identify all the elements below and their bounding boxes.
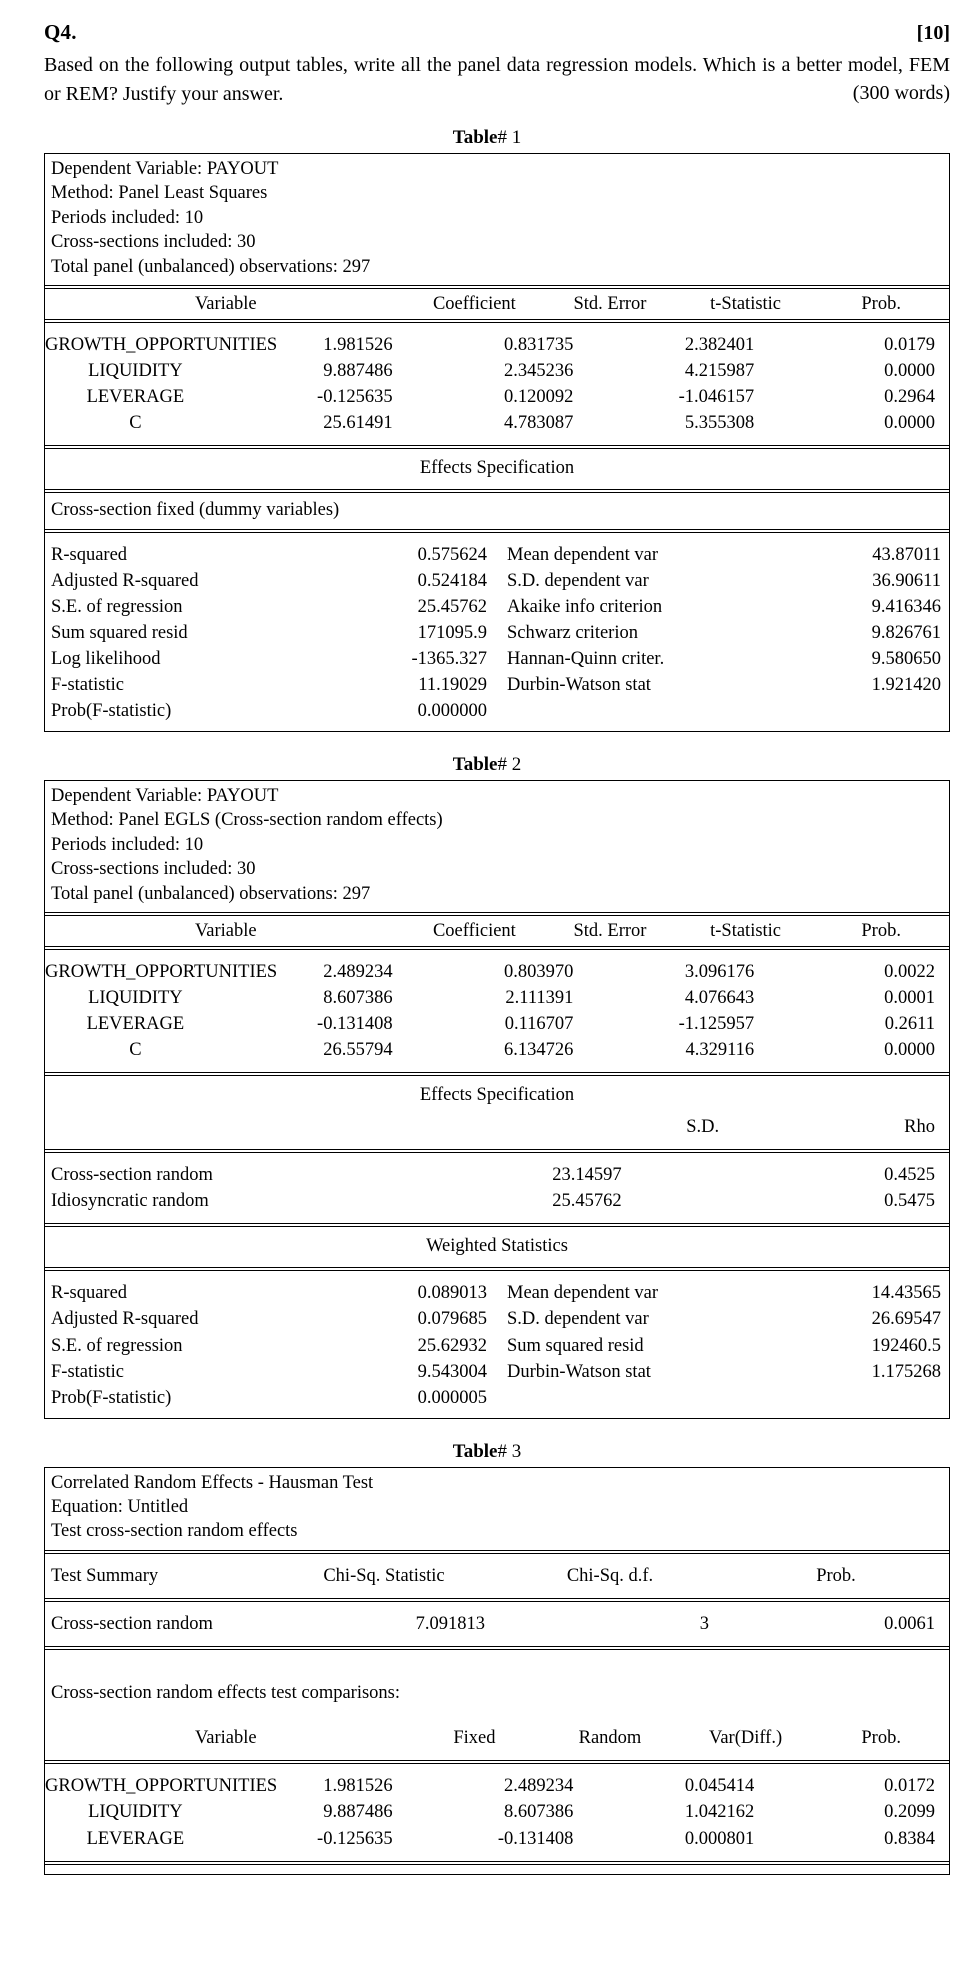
table3-caption-prefix: Table xyxy=(452,1440,498,1462)
cell-std-error: 2.111391 xyxy=(505,988,574,1009)
column-header-coefficient: Coefficient xyxy=(432,294,516,315)
cell-variable: LEVERAGE xyxy=(86,387,185,408)
stat-value-2: 36.90611 xyxy=(872,570,941,591)
column-header-sd: S.D. xyxy=(686,1117,720,1138)
table2-header-line: Total panel (unbalanced) observations: 297 xyxy=(51,883,371,904)
spacer xyxy=(45,1155,949,1162)
table1-caption-hash: # 1 xyxy=(497,127,522,148)
table3-comparison-note-block xyxy=(45,1678,949,1709)
stat-value: 25.45762 xyxy=(417,596,487,617)
divider xyxy=(45,1267,949,1271)
cell-coefficient: 26.55794 xyxy=(323,1040,393,1061)
table-row xyxy=(45,1162,949,1188)
table-row xyxy=(45,959,949,985)
cell-t-statistic: -1.046157 xyxy=(678,387,755,408)
column-header-rho: Rho xyxy=(904,1117,935,1138)
divider xyxy=(45,1223,949,1227)
stat-value: 0.079685 xyxy=(417,1309,487,1330)
spacer xyxy=(45,1604,949,1611)
stat-name-2: Durbin-Watson stat xyxy=(507,1361,651,1382)
table-row xyxy=(45,332,949,358)
table-row xyxy=(45,384,949,410)
cell-var-diff: 1.042162 xyxy=(684,1802,755,1823)
stat-name-2 xyxy=(497,1385,723,1411)
cell-prob: 0.0172 xyxy=(884,1776,935,1797)
question-body-wrap xyxy=(0,45,974,105)
stat-value-2: 1.175268 xyxy=(871,1361,941,1382)
column-header-t-statistic: t-Statistic xyxy=(710,921,782,942)
column-header-test-summary: Test Summary xyxy=(51,1565,159,1586)
column-header-prob: Prob. xyxy=(861,921,901,942)
table3-header-block xyxy=(45,1468,949,1548)
stat-value-2: 9.580650 xyxy=(871,648,941,669)
table2-header-block xyxy=(45,781,949,910)
spacer xyxy=(45,1652,949,1678)
divider xyxy=(45,946,949,950)
cell-prob: 0.2964 xyxy=(884,387,935,408)
effect-rho: 0.4525 xyxy=(884,1165,935,1186)
divider xyxy=(45,489,949,493)
cell-std-error: 4.783087 xyxy=(504,413,574,434)
table3-caption xyxy=(0,1441,974,1463)
table-row xyxy=(45,985,949,1011)
spacer xyxy=(45,436,949,443)
column-header-prob: Prob. xyxy=(861,294,901,315)
effect-sd: 23.14597 xyxy=(552,1165,622,1186)
question-marks: [10] xyxy=(916,22,950,44)
table-header-row xyxy=(45,1114,949,1140)
divider xyxy=(45,529,949,533)
column-header-t-statistic: t-Statistic xyxy=(710,294,782,315)
cell-variable: LEVERAGE xyxy=(86,1828,185,1849)
table-row xyxy=(45,1011,949,1037)
stat-name: S.E. of regression xyxy=(51,1335,183,1356)
divider xyxy=(45,1149,949,1153)
table1-statistics xyxy=(45,535,949,731)
stat-name-2 xyxy=(497,698,723,724)
divider xyxy=(45,1550,949,1554)
stat-name: S.E. of regression xyxy=(51,596,183,617)
cell-variable: C xyxy=(129,413,142,434)
table3-summary-rows xyxy=(45,1604,949,1644)
stat-row xyxy=(45,1385,949,1411)
stat-value-2 xyxy=(723,1385,949,1411)
cell-variable: GROWTH_OPPORTUNITIES xyxy=(45,1776,278,1797)
table1-header-line: Dependent Variable: PAYOUT xyxy=(51,159,279,179)
stat-value-2: 9.416346 xyxy=(871,596,941,617)
table-row xyxy=(45,358,949,384)
cell-prob: 0.0179 xyxy=(884,335,935,356)
cell-test-name: Cross-section random xyxy=(51,1613,213,1634)
stat-row xyxy=(45,1359,949,1385)
table3-header-line: Equation: Untitled xyxy=(51,1497,189,1518)
stat-value-2: 1.921420 xyxy=(871,674,941,695)
table2-header-line: Cross-sections included: 30 xyxy=(51,859,256,880)
cell-t-statistic: -1.125957 xyxy=(678,1014,755,1035)
cell-t-statistic: 2.382401 xyxy=(684,335,755,356)
stat-value-2 xyxy=(723,698,949,724)
cell-coefficient: 8.607386 xyxy=(323,988,393,1009)
question-word-limit: (300 words) xyxy=(852,82,950,104)
cell-variable: LEVERAGE xyxy=(86,1014,185,1035)
cell-fixed: 1.981526 xyxy=(323,1776,393,1797)
stat-name: Prob(F-statistic) xyxy=(51,1387,172,1408)
effect-sd: 25.45762 xyxy=(552,1191,622,1212)
spacer xyxy=(45,1411,949,1418)
stat-row xyxy=(45,620,949,646)
cell-t-statistic: 4.215987 xyxy=(684,361,755,382)
spacer xyxy=(45,1273,949,1280)
stat-name-2: Durbin-Watson stat xyxy=(507,674,651,695)
cell-chi-sq-df: 3 xyxy=(699,1613,709,1634)
column-header-coefficient: Coefficient xyxy=(432,921,516,942)
column-header-prob: Prob. xyxy=(861,1728,901,1749)
cell-t-statistic: 3.096176 xyxy=(684,962,755,983)
spacer xyxy=(45,1589,949,1596)
stat-row xyxy=(45,672,949,698)
table1-effects-note-block xyxy=(45,495,949,526)
cell-prob: 0.2099 xyxy=(884,1802,935,1823)
question-number: Q4. xyxy=(44,20,77,44)
cell-var-diff: 0.000801 xyxy=(684,1828,755,1849)
effect-name: Idiosyncratic random xyxy=(51,1191,209,1212)
table2-caption-hash: # 2 xyxy=(497,754,522,775)
cell-prob: 0.0000 xyxy=(884,361,935,382)
spacer xyxy=(45,952,949,959)
table2-header-line: Method: Panel EGLS (Cross-section random effects) xyxy=(51,810,443,831)
cell-prob: 0.0022 xyxy=(884,962,935,983)
stat-value: 25.62932 xyxy=(417,1335,487,1356)
spacer xyxy=(45,1556,949,1563)
table2-header-line: Periods included: 10 xyxy=(51,834,204,855)
column-header-fixed: Fixed xyxy=(453,1728,496,1749)
table2-caption xyxy=(0,754,974,776)
table2-coefficients-header xyxy=(45,918,949,944)
stat-name-2: S.D. dependent var xyxy=(507,1309,649,1330)
cell-t-statistic: 5.355308 xyxy=(684,413,755,434)
stat-name: Prob(F-statistic) xyxy=(51,700,172,721)
spacer xyxy=(45,724,949,731)
table3-caption-hash: # 3 xyxy=(497,1440,522,1462)
stat-value-2: 14.43565 xyxy=(871,1283,941,1304)
table1-header-line: Cross-sections included: 30 xyxy=(51,232,256,253)
spacer xyxy=(45,1867,949,1874)
divider xyxy=(45,285,949,289)
divider xyxy=(45,912,949,916)
spacer xyxy=(45,325,949,332)
column-header-variable: Variable xyxy=(194,1728,257,1749)
table1-header-line: Method: Panel Least Squares xyxy=(51,183,268,204)
stat-name-2: S.D. dependent var xyxy=(507,570,649,591)
table-header-row xyxy=(45,1563,949,1589)
table1-header-block xyxy=(45,154,949,283)
cell-coefficient: 25.61491 xyxy=(323,413,393,434)
table1-caption-prefix: Table xyxy=(452,127,498,148)
stat-name: Sum squared resid xyxy=(51,622,188,643)
table3-comparison-header xyxy=(45,1725,949,1758)
cell-variable: C xyxy=(129,1040,142,1061)
cell-random: 2.489234 xyxy=(504,1776,574,1797)
column-header-chi-sq-df: Chi-Sq. d.f. xyxy=(566,1565,654,1586)
cell-coefficient: 9.887486 xyxy=(323,361,393,382)
table-row xyxy=(45,1037,949,1063)
stat-value: 0.524184 xyxy=(417,570,487,591)
column-header-variable: Variable xyxy=(194,921,257,942)
cell-variable: LIQUIDITY xyxy=(88,988,183,1009)
column-header-chi-sq-statistic: Chi-Sq. Statistic xyxy=(323,1565,445,1586)
cell-std-error: 6.134726 xyxy=(504,1040,574,1061)
spacer xyxy=(45,1063,949,1070)
stat-name-2: Sum squared resid xyxy=(507,1335,644,1356)
table-header-row xyxy=(45,1725,949,1751)
column-header-std-error: Std. Error xyxy=(573,921,647,942)
table1-coefficients xyxy=(45,291,949,317)
cell-prob: 0.0000 xyxy=(884,1040,935,1061)
cell-prob: 0.0061 xyxy=(884,1613,935,1634)
table2-statistics xyxy=(45,1273,949,1417)
spacer xyxy=(45,1214,949,1221)
table2-output xyxy=(44,780,950,1419)
stat-row xyxy=(45,646,949,672)
table1-header-line: Periods included: 10 xyxy=(51,207,204,228)
stat-value: 0.089013 xyxy=(417,1283,487,1304)
stat-row xyxy=(45,1306,949,1332)
table3-output xyxy=(44,1467,950,1875)
spacer xyxy=(45,1637,949,1644)
cell-random: -0.131408 xyxy=(497,1828,574,1849)
cell-variable: GROWTH_OPPORTUNITIES xyxy=(45,335,278,356)
table2-effects-rows xyxy=(45,1155,949,1221)
table1-output xyxy=(44,153,950,732)
stat-name: R-squared xyxy=(51,544,128,565)
cell-prob: 0.8384 xyxy=(884,1828,935,1849)
table2-effects-colheads xyxy=(45,1114,949,1140)
stat-name-2: Mean dependent var xyxy=(507,1283,659,1304)
stat-name: Adjusted R-squared xyxy=(51,1309,199,1330)
stat-name-2: Akaike info criterion xyxy=(507,596,663,617)
cell-coefficient: -0.131408 xyxy=(317,1014,393,1035)
table3-comparison-note: Cross-section random effects test comparisons: xyxy=(51,1682,401,1703)
stat-row xyxy=(45,568,949,594)
cell-chi-sq-statistic: 7.091813 xyxy=(415,1613,485,1634)
divider xyxy=(45,1861,949,1865)
stat-name: F-statistic xyxy=(51,1361,124,1382)
stat-name: Adjusted R-squared xyxy=(51,570,199,591)
cell-variable: LIQUIDITY xyxy=(88,1802,183,1823)
table3-header-line: Test cross-section random effects xyxy=(51,1521,298,1542)
divider xyxy=(45,1646,949,1650)
stat-value: 171095.9 xyxy=(417,622,487,643)
stat-row xyxy=(45,594,949,620)
stat-value: 11.19029 xyxy=(418,674,487,695)
table-header-row xyxy=(45,918,949,944)
divider xyxy=(45,445,949,449)
table2-header-line: Dependent Variable: PAYOUT xyxy=(51,786,279,806)
spacer-cell xyxy=(45,1114,530,1140)
cell-variable: LIQUIDITY xyxy=(88,361,183,382)
table1-effects-spec-label: Effects Specification xyxy=(419,458,575,479)
stat-value-2: 192460.5 xyxy=(871,1335,941,1356)
table2-effects-spec-label: Effects Specification xyxy=(419,1085,575,1106)
stat-value: 9.543004 xyxy=(417,1361,487,1382)
question-text: Based on the following output tables, write all the panel data regression models. Which is a better model, FEM or REM? Justify your answer. xyxy=(44,54,950,105)
effect-rho: 0.5475 xyxy=(884,1191,935,1212)
divider xyxy=(45,1598,949,1602)
cell-std-error: 0.831735 xyxy=(504,335,574,356)
stat-value-2: 9.826761 xyxy=(871,622,941,643)
spacer xyxy=(45,1852,949,1859)
spacer xyxy=(45,535,949,542)
stat-row xyxy=(45,542,949,568)
cell-variable: GROWTH_OPPORTUNITIES xyxy=(45,962,278,983)
table-row xyxy=(45,1826,949,1852)
table1-effects-note: Cross-section fixed (dummy variables) xyxy=(51,500,340,521)
cell-std-error: 0.116707 xyxy=(504,1014,574,1035)
cell-prob: 0.0001 xyxy=(884,988,935,1009)
table1-caption xyxy=(0,127,974,149)
cell-fixed: 9.887486 xyxy=(323,1802,393,1823)
table2-weighted-stats-label: Weighted Statistics xyxy=(426,1236,568,1257)
table-row xyxy=(45,410,949,436)
stat-name-2: Hannan-Quinn criter. xyxy=(507,648,665,669)
column-header-variable: Variable xyxy=(194,294,257,315)
cell-t-statistic: 4.329116 xyxy=(685,1040,755,1061)
cell-prob: 0.2611 xyxy=(884,1014,935,1035)
stat-name-2: Mean dependent var xyxy=(507,544,659,565)
table-row xyxy=(45,1188,949,1214)
divider xyxy=(45,1760,949,1764)
column-header-random: Random xyxy=(578,1728,642,1749)
stat-name: Log likelihood xyxy=(51,648,161,669)
cell-t-statistic: 4.076643 xyxy=(684,988,755,1009)
table-header-row xyxy=(45,291,949,317)
table3-summary-header xyxy=(45,1556,949,1596)
stat-value: 0.575624 xyxy=(417,544,487,565)
cell-std-error: 2.345236 xyxy=(504,361,574,382)
table3-comparison-rows xyxy=(45,1766,949,1858)
table1-rows xyxy=(45,325,949,443)
column-header-var-diff: Var(Diff.) xyxy=(709,1728,783,1749)
column-header-prob: Prob. xyxy=(816,1565,856,1586)
table1-header-line: Total panel (unbalanced) observations: 297 xyxy=(51,256,371,277)
cell-std-error: 0.120092 xyxy=(504,387,574,408)
stat-name: F-statistic xyxy=(51,674,124,695)
stat-value-2: 43.87011 xyxy=(872,544,941,565)
column-header-std-error: Std. Error xyxy=(573,294,647,315)
stat-value: -1365.327 xyxy=(411,648,487,669)
spacer xyxy=(45,1751,949,1758)
table-row xyxy=(45,1773,949,1799)
stat-row xyxy=(45,1333,949,1359)
question-header xyxy=(0,0,974,45)
cell-coefficient: 2.489234 xyxy=(323,962,393,983)
cell-coefficient: 1.981526 xyxy=(323,335,393,356)
effect-name: Cross-section random xyxy=(51,1165,213,1186)
divider xyxy=(45,319,949,323)
cell-std-error: 0.803970 xyxy=(504,962,574,983)
spacer xyxy=(45,1140,949,1147)
stat-value-2: 26.69547 xyxy=(871,1309,941,1330)
stat-value: 0.000000 xyxy=(417,700,487,721)
table-row xyxy=(45,1611,949,1637)
table2-rows xyxy=(45,952,949,1070)
table3-header-line: Correlated Random Effects - Hausman Test xyxy=(51,1472,374,1493)
stat-name: R-squared xyxy=(51,1283,128,1304)
cell-fixed: -0.125635 xyxy=(317,1828,393,1849)
table2-caption-prefix: Table xyxy=(452,754,498,775)
stat-name-2: Schwarz criterion xyxy=(507,622,638,643)
stat-value: 0.000005 xyxy=(417,1387,487,1408)
cell-prob: 0.0000 xyxy=(884,413,935,434)
divider xyxy=(45,1072,949,1076)
stat-row xyxy=(45,1280,949,1306)
stat-row xyxy=(45,698,949,724)
cell-random: 8.607386 xyxy=(504,1802,574,1823)
cell-var-diff: 0.045414 xyxy=(684,1776,755,1797)
cell-coefficient: -0.125635 xyxy=(317,387,393,408)
table-row xyxy=(45,1799,949,1825)
spacer xyxy=(45,1766,949,1773)
spacer xyxy=(45,1709,949,1725)
